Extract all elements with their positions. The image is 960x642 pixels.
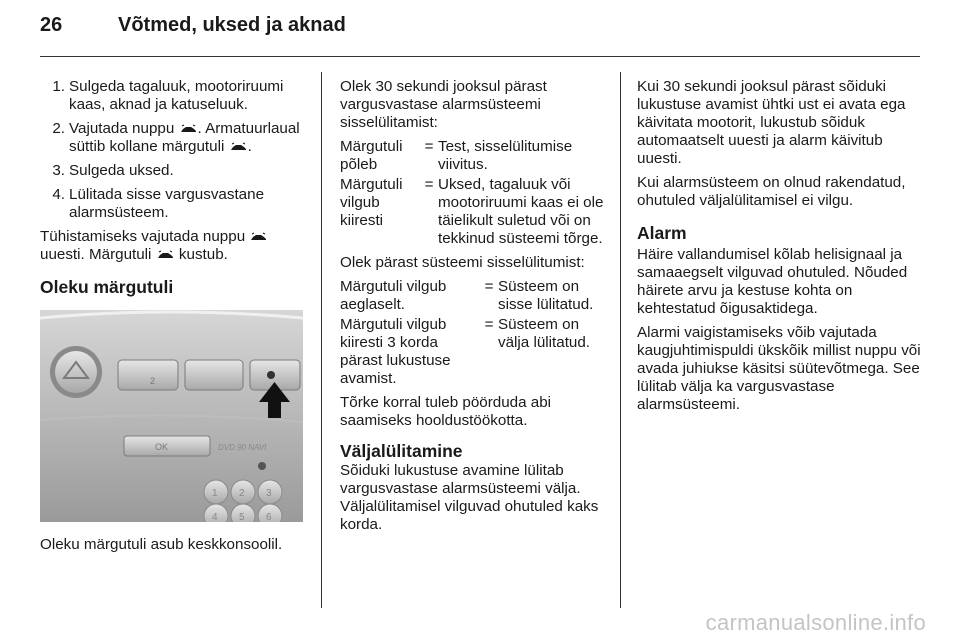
column-3 [637,78,927,420]
deactivation-text: Sõiduki lukustuse avamine lülitab vargusvastase alarmsüsteemi välja. Väljalülitamisel vilguvad ohutuled kaks korda. [340,462,599,533]
status-row: Märgutuli vilgub kiiresti = Uksed, tagaluuk või mootoriruumi kaas ei ole täielikult suletud või on tekkinud süsteemi tõrge. [340,176,604,247]
step-3: 3. Sulgeda uksed. [52,162,174,179]
cancel-instruction: Tühistamiseks vajutada nuppu uuesti. Märgutuli kustub. [40,228,308,264]
car-alarm-icon [250,232,267,242]
column-divider-2 [620,72,621,608]
ok-button-label: OK [155,442,169,452]
alarm-text: Häire vallandumisel kõlab helisignaal ja samaaegselt vilguvad ohutuled. Nõuded häirete arvu ja kestuse kohta on kehtestatud õigusaktidega. [637,246,908,317]
watermark: carmanualsonline.info [705,610,926,635]
relock-text: Kui 30 sekundi jooksul pärast sõiduki lukustuse avamist ühtki ust ei avata ega käivitata mootorit, lukustub sõiduk automaatselt uuesti ja alarm käivitub uuesti. [637,78,906,167]
svg-text:6: 6 [266,512,272,522]
page-title: Võtmed, uksed ja aknad [118,14,346,36]
svg-text:4: 4 [212,512,218,522]
column-2 [340,78,605,540]
section-heading-alarm: Alarm [637,223,687,243]
car-alarm-icon [157,250,174,260]
dvd-label: DVD 90 NAVI [218,443,267,452]
status-intro-2: Olek pärast süsteemi sisselülitumist: [340,254,585,271]
status-intro: Olek 30 sekundi jooksul pärast vargusvastase alarmsüsteemi sisselülitamist: [340,78,547,131]
console-photo-svg [40,310,303,522]
step-4: 4. Lülitada sisse vargusvastane alarmsüsteem. [52,186,265,221]
column-1 [40,78,308,554]
car-alarm-icon [180,124,197,134]
status-row: Märgutuli põleb = Test, sisselülitumise viivitus. [340,138,573,173]
column-divider-1 [321,72,322,608]
header-rule [40,56,920,57]
section-heading-deactivation: Väljalülitamine [340,441,463,461]
step-2: 2. Vajutada nuppu . Armatuurlaual süttib kollane märgutuli . [52,120,300,155]
svg-text:5: 5 [239,512,245,522]
svg-text:3: 3 [266,488,272,499]
page-number: 26 [40,14,63,36]
console-photo [40,310,303,522]
section-heading-status-light: Oleku märgutuli [40,277,174,297]
svg-text:1: 1 [212,488,218,499]
alarm-silence-text: Alarmi vaigistamiseks võib vajutada kaugjuhtimispuldi ükskõik millist nuppu või avada juhiukse käsitsi süütevõtmega. See lülitab välja ka vargusvastase alarmsüsteemi. [637,324,921,413]
car-alarm-icon [230,142,247,152]
status-row: Märgutuli vilgub aeglaselt. = Süsteem on sisse lülitatud. [340,278,594,313]
svg-text:2: 2 [239,488,245,499]
console-button-label: 2 [150,376,156,386]
status-row: Märgutuli vilgub kiiresti 3 korda pärast lukustuse avamist. = Süsteem on välja lülitatud. [340,316,591,387]
fault-note: Tõrke korral tuleb pöörduda abi saamiseks hooldustöökotta. [340,394,552,429]
hazard-note: Kui alarmsüsteem on olnud rakendatud, ohutuled väljalülitamisel ei vilgu. [637,174,906,209]
step-1: 1. Sulgeda tagaluuk, mootoriruumi kaas, aknad ja katuseluuk. [52,78,284,113]
photo-caption: Oleku märgutuli asub keskkonsoolil. [40,536,283,553]
